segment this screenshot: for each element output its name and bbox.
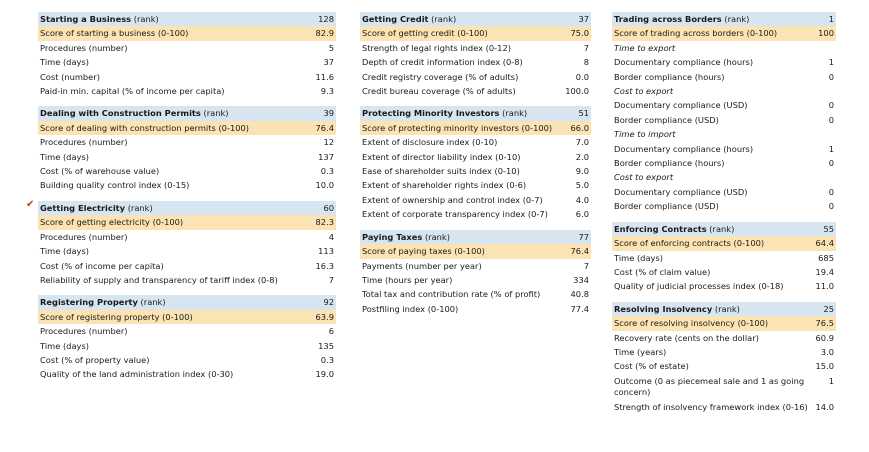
indicator-value: 60.9 <box>815 332 834 343</box>
indicator-value: 9.3 <box>320 86 334 97</box>
indicator-label: Total tax and contribution rate (% of profit) <box>362 289 541 300</box>
section-starting-a-business <box>38 12 336 98</box>
indicator-value: 1 <box>828 375 834 386</box>
indicator-label: Depth of credit information index (0-8) <box>362 57 523 68</box>
rank-suffix: (rank) <box>724 14 750 24</box>
section-enforcing-contracts <box>612 222 836 294</box>
section-title: Getting Credit <box>362 14 429 24</box>
score-row <box>612 236 836 250</box>
score-row <box>38 26 336 40</box>
indicator-label: Credit bureau coverage (% of adults) <box>362 86 516 97</box>
indicator-row <box>612 156 836 170</box>
checkmark-icon: ✔ <box>26 198 35 210</box>
rank-suffix: (rank) <box>203 108 229 119</box>
section-header <box>38 12 336 26</box>
indicator-row <box>612 400 836 414</box>
indicator-value: 0 <box>828 158 834 169</box>
indicator-label: Ease of shareholder suits index (0-10) <box>362 166 520 177</box>
indicator-label: Cost (number) <box>40 71 100 82</box>
indicator-row <box>360 150 591 164</box>
section-title: Resolving Insolvency <box>614 303 713 314</box>
indicator-label: Recovery rate (cents on the dollar) <box>614 332 759 343</box>
indicator-label: Time to import <box>614 129 676 140</box>
rank-value: 128 <box>318 14 334 24</box>
indicator-value: 100 <box>818 28 834 39</box>
section-getting-credit <box>360 12 591 98</box>
indicator-row <box>612 55 836 69</box>
indicator-value: 19.0 <box>315 369 334 380</box>
indicator-value: 135 <box>318 340 334 351</box>
subheading-row <box>612 41 836 55</box>
rank-value: 77 <box>578 231 589 242</box>
indicator-value: 9.0 <box>575 166 589 177</box>
indicator-label: Cost to export <box>614 86 674 97</box>
indicator-row <box>360 135 591 149</box>
indicator-value: 334 <box>573 274 589 285</box>
score-row <box>360 244 591 258</box>
indicator-row <box>360 259 591 273</box>
indicator-row <box>360 84 591 98</box>
indicator-label: Documentary compliance (hours) <box>614 143 754 154</box>
indicator-value: 11.0 <box>815 281 834 292</box>
indicator-label: Time (years) <box>614 346 667 357</box>
section-title: Starting a Business <box>40 14 132 24</box>
indicator-label: Strength of legal rights index (0-12) <box>362 42 511 53</box>
indicator-label: Score of registering property (0-100) <box>40 311 193 322</box>
subheading-row <box>612 170 836 184</box>
indicator-value: 113 <box>318 246 334 257</box>
indicator-value: 19.4 <box>815 266 834 277</box>
score-row <box>360 121 591 135</box>
indicator-label: Cost (% of income per capita) <box>40 260 164 271</box>
rank-suffix: (rank) <box>502 108 528 119</box>
indicator-value: 1 <box>828 57 834 68</box>
score-row <box>38 215 336 229</box>
indicator-label: Cost (% of claim value) <box>614 266 711 277</box>
indicator-value: 14.0 <box>815 401 834 412</box>
indicator-label: Documentary compliance (USD) <box>614 186 748 197</box>
indicator-value: 4.0 <box>575 194 589 205</box>
indicator-value: 16.3 <box>315 260 334 271</box>
indicator-row <box>612 265 836 279</box>
section-title: Dealing with Construction Permits <box>40 108 201 119</box>
indicator-label: Payments (number per year) <box>362 260 482 271</box>
indicator-value: 4 <box>328 231 334 242</box>
indicator-row <box>612 199 836 213</box>
indicator-row <box>360 302 591 316</box>
rank-suffix: (rank) <box>714 303 740 314</box>
indicator-label: Score of dealing with construction permits (0-100) <box>40 122 250 133</box>
rank-value: 1 <box>828 14 834 24</box>
indicator-value: 0.3 <box>320 354 334 365</box>
indicator-label: Documentary compliance (hours) <box>614 57 754 68</box>
score-row <box>612 316 836 330</box>
section-header <box>38 295 336 309</box>
section-header <box>612 12 836 26</box>
indicator-row <box>612 345 836 359</box>
indicator-label: Time (days) <box>40 246 89 257</box>
indicator-label: Procedures (number) <box>40 42 128 53</box>
indicator-value: 6.0 <box>575 209 589 220</box>
indicator-row <box>612 185 836 199</box>
section-title: Paying Taxes <box>362 231 423 242</box>
indicator-label: Cost (% of property value) <box>40 354 150 365</box>
indicator-value: 76.4 <box>315 122 334 133</box>
indicator-label: Score of getting credit (0-100) <box>362 28 488 39</box>
rank-value: 37 <box>578 14 589 24</box>
indicator-value: 37 <box>323 57 334 68</box>
indicator-label: Cost to export <box>614 172 674 183</box>
rank-suffix: (rank) <box>140 297 166 308</box>
section-registering-property <box>38 295 336 381</box>
section-header <box>38 106 336 120</box>
indicator-label: Time (days) <box>40 151 89 162</box>
indicator-value: 0.3 <box>320 166 334 177</box>
indicator-value: 66.0 <box>570 122 589 133</box>
indicator-row <box>38 41 336 55</box>
indicator-label: Cost (% of warehouse value) <box>40 166 160 177</box>
indicator-value: 0 <box>828 186 834 197</box>
indicator-row <box>38 230 336 244</box>
section-getting-electricity <box>26 198 336 287</box>
indicator-row <box>360 207 591 221</box>
indicator-label: Credit registry coverage (% of adults) <box>362 71 519 82</box>
indicator-row <box>612 374 836 400</box>
indicator-row <box>360 164 591 178</box>
indicator-row <box>360 178 591 192</box>
indicator-value: 5 <box>328 42 334 53</box>
indicator-value: 7 <box>583 42 589 53</box>
indicator-row <box>612 142 836 156</box>
indicator-label: Extent of ownership and control index (0-7) <box>362 194 543 205</box>
indicator-value: 12 <box>323 137 334 148</box>
indicator-value: 0 <box>828 71 834 82</box>
indicator-value: 77.4 <box>570 303 589 314</box>
rank-value: 25 <box>823 303 834 314</box>
indicator-label: Score of starting a business (0-100) <box>40 28 189 39</box>
indicator-label: Paid-in min. capital (% of income per capita) <box>40 86 225 97</box>
indicator-label: Reliability of supply and transparency of tariff index (0-8) <box>40 274 278 285</box>
indicator-label: Outcome (0 as piecemeal sale and 1 as going concern) <box>614 375 805 398</box>
column-right <box>612 12 836 422</box>
indicator-row <box>38 367 336 381</box>
indicator-label: Extent of disclosure index (0-10) <box>362 137 498 148</box>
indicator-row <box>612 331 836 345</box>
rank-value: 60 <box>323 202 334 213</box>
subheading-row <box>612 84 836 98</box>
indicator-label: Time (days) <box>40 57 89 68</box>
indicator-row <box>38 164 336 178</box>
indicator-value: 63.9 <box>315 311 334 322</box>
indicator-label: Score of trading across borders (0-100) <box>614 28 778 39</box>
indicator-label: Time (hours per year) <box>362 274 453 285</box>
indicator-row <box>38 339 336 353</box>
indicator-row <box>38 353 336 367</box>
indicator-value: 0 <box>828 114 834 125</box>
indicator-label: Cost (% of estate) <box>614 361 689 372</box>
indicator-value: 1 <box>828 143 834 154</box>
subheading-row <box>612 127 836 141</box>
rank-value: 39 <box>323 108 334 119</box>
indicator-label: Border compliance (USD) <box>614 201 719 212</box>
indicator-row <box>38 70 336 84</box>
indicator-value: 6 <box>328 326 334 337</box>
section-protecting-minority-investors <box>360 106 591 221</box>
section-title: Getting Electricity <box>40 202 126 213</box>
column-middle <box>360 12 591 324</box>
indicator-label: Score of enforcing contracts (0-100) <box>614 238 765 249</box>
indicator-label: Procedures (number) <box>40 326 128 337</box>
indicator-value: 8 <box>583 57 589 68</box>
indicator-value: 76.5 <box>815 318 834 329</box>
indicator-row <box>612 98 836 112</box>
indicator-value: 40.8 <box>570 289 589 300</box>
section-header <box>38 201 336 215</box>
rank-value: 92 <box>323 297 334 308</box>
indicator-label: Time (days) <box>614 252 663 263</box>
indicator-row <box>612 113 836 127</box>
indicator-row <box>612 359 836 373</box>
indicator-value: 15.0 <box>815 361 834 372</box>
indicator-value: 7.0 <box>575 137 589 148</box>
indicator-value: 7 <box>583 260 589 271</box>
indicator-value: 100.0 <box>565 86 589 97</box>
indicator-label: Procedures (number) <box>40 231 128 242</box>
indicator-row <box>38 178 336 192</box>
indicator-row <box>612 70 836 84</box>
indicator-label: Border compliance (hours) <box>614 71 725 82</box>
indicator-label: Score of protecting minority investors (0-100) <box>362 122 553 133</box>
indicator-row <box>360 55 591 69</box>
section-header <box>360 106 591 120</box>
indicator-label: Score of paying taxes (0-100) <box>362 246 485 257</box>
indicator-row <box>38 259 336 273</box>
section-header <box>360 12 591 26</box>
indicator-value: 82.3 <box>315 217 334 228</box>
indicator-value: 82.9 <box>315 28 334 39</box>
rank-suffix: (rank) <box>127 202 153 213</box>
score-row <box>360 26 591 40</box>
indicator-label: Extent of director liability index (0-10) <box>362 151 521 162</box>
indicator-label: Building quality control index (0-15) <box>40 180 190 191</box>
rank-suffix: (rank) <box>431 14 457 24</box>
indicator-label: Extent of shareholder rights index (0-6) <box>362 180 527 191</box>
indicator-value: 2.0 <box>575 151 589 162</box>
indicator-value: 76.4 <box>570 246 589 257</box>
section-header <box>360 230 591 244</box>
indicator-value: 7 <box>328 274 334 285</box>
indicator-row <box>360 41 591 55</box>
indicator-label: Border compliance (USD) <box>614 114 719 125</box>
rank-value: 55 <box>823 223 834 234</box>
section-resolving-insolvency <box>612 302 836 414</box>
indicator-label: Border compliance (hours) <box>614 158 725 169</box>
indicator-label: Time (days) <box>40 340 89 351</box>
section-title: Registering Property <box>40 297 138 308</box>
indicator-value: 64.4 <box>815 238 834 249</box>
indicator-row <box>360 70 591 84</box>
score-row <box>612 26 836 40</box>
indicator-row <box>360 287 591 301</box>
indicator-row <box>38 150 336 164</box>
indicator-label: Quality of judicial processes index (0-18) <box>614 281 784 292</box>
indicator-label: Strength of insolvency framework index (0-16) <box>614 401 808 412</box>
indicator-row <box>38 135 336 149</box>
indicator-label: Procedures (number) <box>40 137 128 148</box>
indicator-row <box>38 324 336 338</box>
rank-value: 51 <box>578 108 589 119</box>
section-paying-taxes <box>360 230 591 316</box>
indicator-label: Score of getting electricity (0-100) <box>40 217 184 228</box>
indicator-value: 5.0 <box>575 180 589 191</box>
indicator-row <box>360 193 591 207</box>
indicator-row <box>38 273 336 287</box>
indicator-value: 0 <box>828 201 834 212</box>
rank-suffix: (rank) <box>709 223 735 234</box>
section-header <box>612 222 836 236</box>
section-dealing-with-construction-permits <box>38 106 336 192</box>
indicator-label: Extent of corporate transparency index (0-7) <box>362 209 548 220</box>
indicator-label: Quality of the land administration index (0-30) <box>40 369 234 380</box>
indicator-value: 11.6 <box>315 71 334 82</box>
indicator-row <box>38 55 336 69</box>
indicator-value: 685 <box>818 252 834 263</box>
indicator-label: Time to export <box>614 42 676 53</box>
indicator-value: 10.0 <box>315 180 334 191</box>
indicator-value: 3.0 <box>820 346 834 357</box>
score-row <box>38 121 336 135</box>
indicator-value: 0.0 <box>575 71 589 82</box>
indicator-row <box>38 244 336 258</box>
section-title: Trading across Borders <box>614 14 722 24</box>
indicator-value: 0 <box>828 100 834 111</box>
section-title: Protecting Minority Investors <box>362 108 500 119</box>
rank-suffix: (rank) <box>424 231 450 242</box>
section-header <box>612 302 836 316</box>
indicator-value: 137 <box>318 151 334 162</box>
indicator-label: Documentary compliance (USD) <box>614 100 748 111</box>
column-left <box>26 12 336 390</box>
indicator-label: Postfiling index (0-100) <box>362 303 459 314</box>
section-title: Enforcing Contracts <box>614 223 707 234</box>
indicator-row <box>360 273 591 287</box>
indicator-label: Score of resolving insolvency (0-100) <box>614 318 769 329</box>
section-trading-across-borders <box>612 12 836 214</box>
indicator-row <box>612 251 836 265</box>
indicator-row <box>612 279 836 293</box>
indicator-row <box>38 84 336 98</box>
indicator-value: 75.0 <box>570 28 589 39</box>
score-row <box>38 310 336 324</box>
rank-suffix: (rank) <box>133 14 159 24</box>
